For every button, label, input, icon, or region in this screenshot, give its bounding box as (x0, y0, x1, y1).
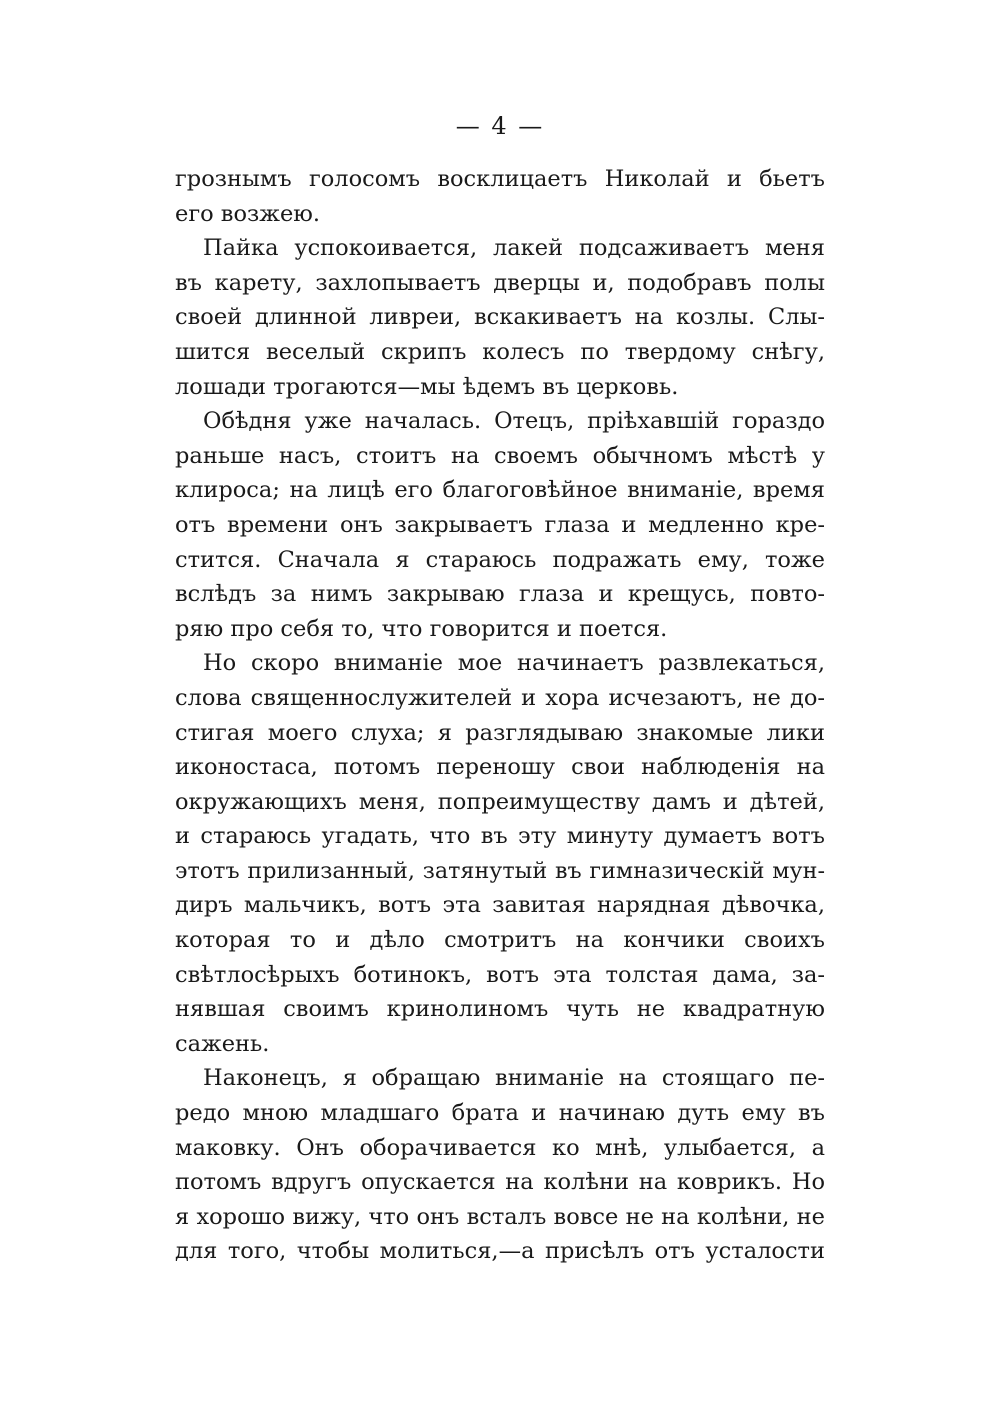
text-line: его возжею. (175, 200, 321, 227)
text-line: отъ времени онъ закрываетъ глаза и медленно кре- (175, 511, 825, 538)
page-number: — 4 — (455, 112, 545, 140)
text-line: сажень. (175, 1030, 270, 1057)
text-line: стится. Сначала я стараюсь подражать ему, тоже (175, 546, 825, 573)
paragraph-first-line: Но скоро вниманіе мое начинаетъ развлекаться, (203, 650, 825, 677)
text-line: нявшая своимъ кринолиномъ чуть не квадратную (175, 996, 825, 1023)
text-line: слова священнослужителей и хора исчезаютъ, не до- (175, 684, 825, 711)
text-line: ряю про себя то, что говорится и поется. (175, 615, 668, 642)
text-line: шится веселый скрипъ колесъ по твердому снѣгу, (175, 338, 825, 365)
text-line: лошади трогаются—мы ѣдемъ въ церковь. (175, 373, 679, 400)
text-line: диръ мальчикъ, вотъ эта завитая нарядная дѣвочка, (175, 892, 825, 919)
text-line: клироса; на лицѣ его благоговѣйное вниманіе, время (175, 477, 825, 504)
text-line: окружающихъ меня, попреимуществу дамъ и дѣтей, (175, 788, 825, 815)
text-line: иконостаса, потомъ переношу свои наблюденія на (175, 754, 825, 781)
text-line: стигая моего слуха; я разглядываю знакомые лики (175, 719, 825, 746)
text-line: и стараюсь угадать, что въ эту минуту думаетъ вотъ (175, 823, 825, 850)
text-line: въ карету, захлопываетъ дверцы и, подобравъ полы (175, 269, 825, 296)
text-line: маковку. Онъ оборачивается ко мнѣ, улыбается, а (175, 1134, 825, 1161)
text-line: этотъ прилизанный, затянутый въ гимназическій мун- (175, 857, 825, 884)
text-line: грознымъ голосомъ восклицаетъ Николай и бьетъ (175, 166, 825, 192)
text-line: редо мною младшаго брата и начинаю дуть ему въ (175, 1100, 825, 1127)
text-line: свѣтлосѣрыхъ ботинокъ, вотъ эта толстая дама, за- (175, 961, 825, 988)
paragraph-first-line: Наконецъ, я обращаю вниманіе на стоящаго пе- (203, 1065, 825, 1092)
text-line: потомъ вдругъ опускается на колѣни на коврикъ. Но (175, 1169, 825, 1196)
text-line: своей длинной ливреи, вскакиваетъ на козлы. Слы- (175, 304, 825, 331)
text-line: которая то и дѣло смотритъ на кончики своихъ (175, 927, 825, 954)
text-line: вслѣдъ за нимъ закрываю глаза и крещусь, повто- (175, 581, 825, 608)
text-line: раньше насъ, стоитъ на своемъ обычномъ мѣстѣ у (175, 442, 825, 469)
paragraph-first-line: Пайка успокоивается, лакей подсаживаетъ меня (203, 235, 825, 262)
body-text (175, 162, 825, 1269)
text-line: я хорошо вижу, что онъ всталъ вовсе не на колѣни, не (175, 1203, 825, 1230)
paragraph-first-line: Обѣдня уже началась. Отецъ, пріѣхавшій гораздо (203, 408, 825, 435)
text-line: для того, чтобы молиться,—а присѣлъ отъ усталости (175, 1238, 825, 1265)
